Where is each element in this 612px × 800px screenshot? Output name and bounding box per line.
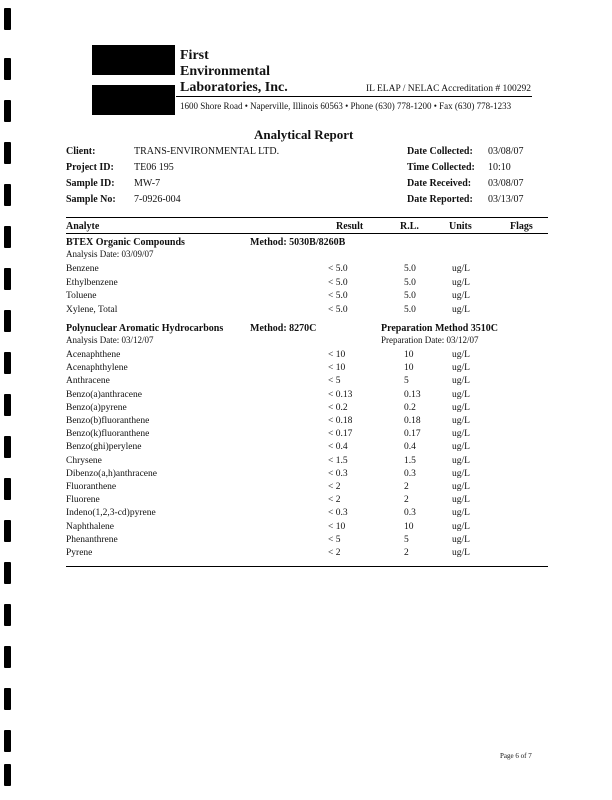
logo-block-top (92, 45, 175, 75)
table-top-rule (66, 217, 548, 218)
result-cell: < 0.2 (328, 402, 348, 413)
analyte-cell: Xylene, Total (66, 304, 118, 315)
units-cell: ug/L (452, 482, 470, 492)
result-cell: < 10 (328, 363, 346, 374)
units-cell: ug/L (452, 468, 470, 479)
col-rl: R.L. (400, 221, 419, 232)
units-cell: ug/L (452, 521, 470, 532)
rl-cell: 5.0 (404, 277, 416, 288)
date-received-value: 03/08/07 (488, 178, 524, 189)
rl-cell: 1.5 (404, 455, 416, 466)
units-cell: ug/L (452, 363, 470, 374)
units-cell: ug/L (452, 416, 470, 426)
project-id-label: Project ID: (66, 162, 114, 173)
result-cell: < 0.13 (328, 389, 353, 400)
project-id-value: TE06 195 (134, 162, 174, 173)
table-row (66, 548, 546, 561)
btex-title: BTEX Organic Compounds (66, 237, 185, 248)
table-row (66, 403, 546, 416)
analyte-cell: Benzo(ghi)perylene (66, 442, 142, 453)
company-name-line1: First (180, 48, 209, 63)
pah-prep-method: Preparation Method 3510C (381, 323, 499, 334)
result-cell: < 1.5 (328, 455, 348, 466)
result-cell: < 5 (328, 534, 341, 545)
table-row (66, 456, 546, 469)
units-cell: ug/L (452, 548, 470, 558)
units-cell: ug/L (452, 376, 470, 387)
result-cell: < 0.18 (328, 416, 353, 426)
table-row (66, 508, 546, 521)
company-name-line2: Environmental (180, 64, 270, 79)
date-reported-value: 03/13/07 (488, 194, 524, 205)
edge-mark (4, 100, 11, 122)
analyte-cell: Acenaphthylene (66, 363, 128, 374)
pah-method: Method: 8270C (250, 323, 317, 334)
table-row (66, 442, 546, 455)
rl-cell: 10 (404, 521, 414, 532)
letterhead-rule (176, 96, 532, 97)
units-cell: ug/L (452, 508, 470, 519)
table-row (66, 264, 546, 277)
units-cell: ug/L (452, 455, 470, 466)
rl-cell: 2 (404, 548, 409, 558)
table-row (66, 278, 546, 291)
analyte-cell: Pyrene (66, 548, 93, 558)
col-units: Units (449, 221, 472, 232)
rl-cell: 0.18 (404, 416, 421, 426)
edge-mark (4, 730, 11, 752)
edge-mark (4, 394, 11, 416)
units-cell: ug/L (452, 442, 470, 453)
analyte-cell: Benzo(a)anthracene (66, 389, 142, 400)
rl-cell: 0.2 (404, 402, 416, 413)
edge-mark (4, 142, 11, 164)
units-cell: ug/L (452, 264, 470, 274)
table-row (66, 390, 546, 403)
analyte-cell: Acenaphthene (66, 350, 121, 360)
table-row (66, 363, 546, 376)
col-result: Result (336, 221, 364, 232)
edge-mark (4, 604, 11, 626)
units-cell: ug/L (452, 402, 470, 413)
result-cell: < 5.0 (328, 277, 348, 288)
analyte-cell: Chrysene (66, 455, 102, 466)
client-label: Client: (66, 146, 96, 157)
edge-mark (4, 268, 11, 290)
sample-no-label: Sample No: (66, 194, 116, 205)
units-cell: ug/L (452, 389, 470, 400)
result-cell: < 0.3 (328, 468, 348, 479)
page-number: Page 6 of 7 (500, 752, 532, 760)
units-cell: ug/L (452, 277, 470, 288)
date-collected-value: 03/08/07 (488, 146, 524, 157)
edge-mark (4, 478, 11, 500)
sample-id-value: MW-7 (134, 178, 161, 189)
company-name-line3: Laboratories, Inc. (180, 80, 288, 95)
edge-mark (4, 58, 11, 80)
result-cell: < 2 (328, 548, 341, 558)
table-row (66, 429, 546, 442)
result-cell: < 10 (328, 350, 346, 360)
table-row (66, 291, 546, 304)
date-reported-label: Date Reported: (407, 194, 473, 205)
units-cell: ug/L (452, 304, 470, 315)
edge-mark (4, 310, 11, 332)
btex-analysis-date: Analysis Date: 03/09/07 (66, 249, 154, 259)
analyte-cell: Benzo(k)fluoranthene (66, 429, 150, 440)
analyte-cell: Fluorene (66, 495, 100, 506)
table-row (66, 376, 546, 389)
rl-cell: 5.0 (404, 291, 416, 301)
rl-cell: 0.3 (404, 468, 416, 479)
col-flags: Flags (510, 221, 533, 232)
company-address: 1600 Shore Road • Naperville, Illinois 60563 • Phone (630) 778-1200 • Fax (630) 778-1233 (180, 101, 512, 111)
rl-cell: 0.4 (404, 442, 416, 453)
result-cell: < 0.3 (328, 508, 348, 519)
analyte-cell: Benzene (66, 264, 99, 274)
rl-cell: 5.0 (404, 264, 416, 274)
pah-title: Polynuclear Aromatic Hydrocarbons (66, 323, 224, 334)
rl-cell: 0.17 (404, 429, 421, 440)
analyte-cell: Naphthalene (66, 521, 115, 532)
analyte-cell: Fluoranthene (66, 482, 117, 492)
units-cell: ug/L (452, 495, 470, 506)
result-cell: < 10 (328, 521, 346, 532)
table-bottom-rule (66, 566, 548, 567)
edge-mark (4, 226, 11, 248)
edge-mark (4, 520, 11, 542)
result-cell: < 5.0 (328, 264, 348, 274)
analyte-cell: Benzo(a)pyrene (66, 402, 127, 413)
analyte-cell: Ethylbenzene (66, 277, 118, 288)
report-title: Analytical Report (254, 127, 354, 142)
client-value: TRANS-ENVIRONMENTAL LTD. (134, 146, 280, 157)
time-collected-label: Time Collected: (407, 162, 475, 173)
units-cell: ug/L (452, 534, 470, 545)
edge-mark (4, 184, 11, 206)
analyte-cell: Toluene (66, 291, 97, 301)
rl-cell: 10 (404, 350, 414, 360)
rl-cell: 2 (404, 482, 409, 492)
result-cell: < 0.4 (328, 442, 348, 453)
sample-no-value: 7-0926-004 (134, 194, 181, 205)
accreditation: IL ELAP / NELAC Accreditation # 100292 (366, 84, 531, 94)
table-row (66, 469, 546, 482)
result-cell: < 5.0 (328, 304, 348, 315)
units-cell: ug/L (452, 291, 470, 301)
table-row (66, 350, 546, 363)
edge-mark (4, 646, 11, 668)
date-received-label: Date Received: (407, 178, 472, 189)
edge-mark (4, 764, 11, 786)
logo-block-bottom (92, 85, 175, 115)
analyte-cell: Benzo(b)fluoranthene (66, 416, 150, 426)
table-row (66, 535, 546, 548)
edge-mark (4, 436, 11, 458)
table-row (66, 522, 546, 535)
analyte-cell: Dibenzo(a,h)anthracene (66, 468, 157, 479)
result-cell: < 2 (328, 482, 341, 492)
time-collected-value: 10:10 (488, 162, 511, 173)
table-row (66, 305, 546, 318)
rl-cell: 0.13 (404, 389, 421, 400)
result-cell: < 2 (328, 495, 341, 506)
btex-method: Method: 5030B/8260B (250, 237, 346, 248)
table-row (66, 482, 546, 495)
edge-mark (4, 688, 11, 710)
rl-cell: 0.3 (404, 508, 416, 519)
units-cell: ug/L (452, 429, 470, 440)
table-row (66, 495, 546, 508)
analyte-cell: Indeno(1,2,3-cd)pyrene (66, 508, 156, 519)
rl-cell: 10 (404, 363, 414, 374)
result-cell: < 5 (328, 376, 341, 387)
edge-mark (4, 562, 11, 584)
edge-mark (4, 8, 11, 30)
pah-analysis-date: Analysis Date: 03/12/07 (66, 335, 154, 345)
result-cell: < 0.17 (328, 429, 353, 440)
rl-cell: 5 (404, 534, 409, 545)
rl-cell: 5.0 (404, 304, 416, 315)
pah-prep-date: Preparation Date: 03/12/07 (381, 335, 479, 345)
rl-cell: 5 (404, 376, 409, 387)
table-row (66, 416, 546, 429)
col-analyte: Analyte (66, 221, 100, 232)
result-cell: < 5.0 (328, 291, 348, 301)
edge-mark (4, 352, 11, 374)
analyte-cell: Phenanthrene (66, 534, 118, 545)
analyte-cell: Anthracene (66, 376, 110, 387)
units-cell: ug/L (452, 350, 470, 360)
rl-cell: 2 (404, 495, 409, 506)
date-collected-label: Date Collected: (407, 146, 473, 157)
sample-id-label: Sample ID: (66, 178, 115, 189)
table-header-rule (66, 233, 548, 234)
